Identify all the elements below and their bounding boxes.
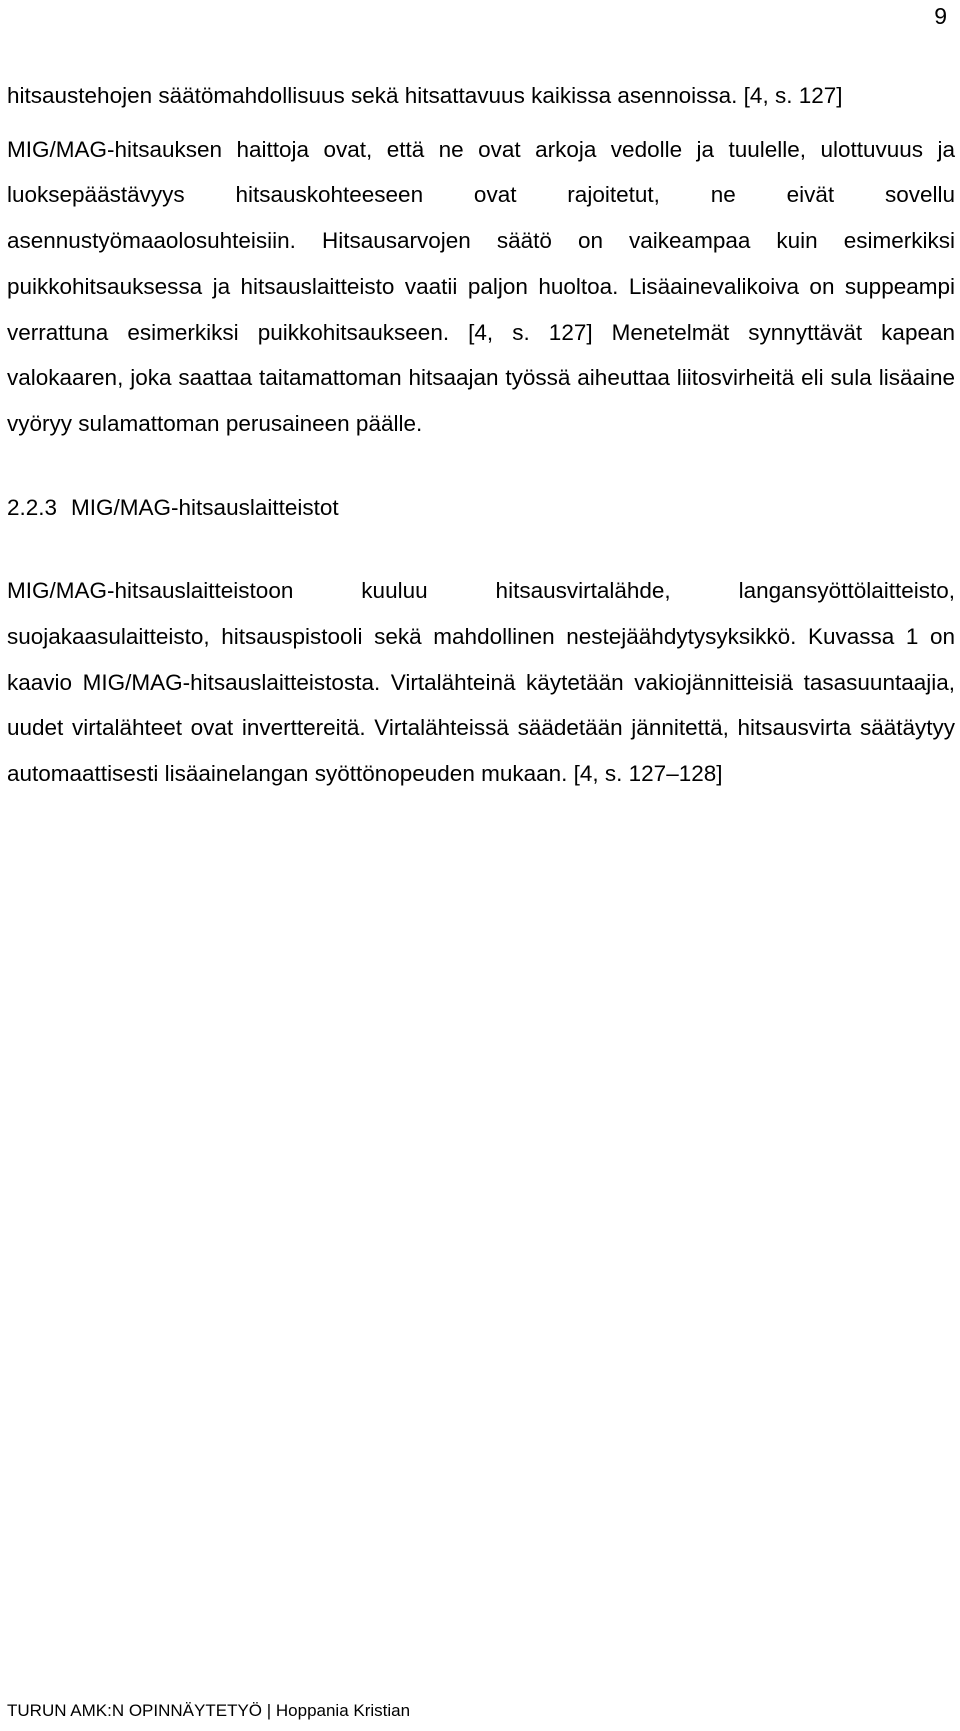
paragraph-disadvantages: MIG/MAG-hitsauksen haittoja ovat, että ne ovat arkoja vedolle ja tuulelle, ulottuvuus ja luoksepäästävyys hitsauskohteeseen ovat rajoitetut, ne eivät sovellu asennustyömaaolosuhteisiin. Hitsausarvojen säätö on vaikeampaa kuin esimerkiksi puikkohitsauksessa ja hitsauslaitteisto vaatii paljon huoltoa. Lisäainevalikoiva on suppeampi verrattuna esimerkiksi puikkohitsaukseen. [4, s. 127] Menetelmät synnyttävät kapean valokaaren, joka saattaa taitamattoman hitsaajan työssä aiheuttaa liitosvirheitä eli sula lisäaine vyöryy sulamattoman perusaineen päälle. <box>7 136 955 436</box>
paragraph-advantages-end: hitsaustehojen säätömahdollisuus sekä hitsattavuus kaikissa asennoissa. [4, s. 127] <box>7 83 843 108</box>
page-footer: TURUN AMK:N OPINNÄYTETYÖ | Hoppania Kristian <box>7 1701 411 1720</box>
section-number: 2.2.3 <box>7 494 58 520</box>
page-number: 9 <box>934 3 947 29</box>
paragraph-equipment: MIG/MAG-hitsauslaitteistoon kuuluu hitsausvirtalähde, langansyöttölaitteisto, suojakaasulaitteisto, hitsauspistooli sekä mahdollinen nestejäähdytysyksikkö. Kuvassa 1 on kaavio MIG/MAG-hitsauslaitteistosta. Virtalähteinä käytetään vakiojännitteisiä tasasuuntaajia, uudet virtalähteet ovat inverttereitä. Virtalähteissä säädetään jännitettä, hitsausvirta säätäytyy automaattisesti lisäainelangan syöttönopeuden mukaan. [4, s. 127–128] <box>7 578 955 787</box>
section-heading <box>7 485 955 531</box>
section-title: MIG/MAG-hitsauslaitteistot <box>71 494 339 520</box>
document-body <box>7 73 955 797</box>
